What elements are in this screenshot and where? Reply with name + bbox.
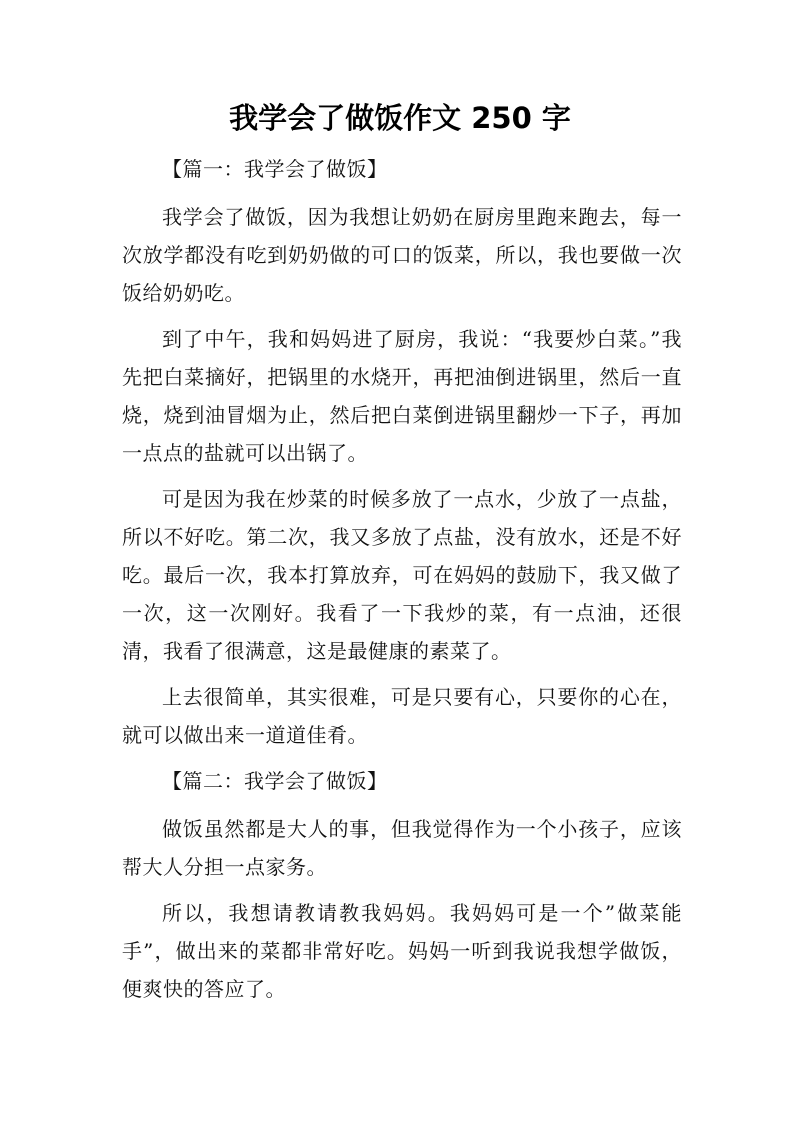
section-2-heading: 【篇二：我学会了做饭】	[162, 769, 388, 793]
document-body	[122, 150, 682, 1016]
section-1-paragraph-1: 我学会了做饭，因为我想让奶奶在厨房里跑来跑去，每一次放学都没有吃到奶奶做的可口的饭菜，所以，我也要做一次饭给奶奶吃。	[122, 205, 682, 305]
document-title: 我学会了做饭作文 250 字	[229, 101, 571, 135]
section-2-paragraph-2: 所以，我想请教请教我妈妈。我妈妈可是一个”做菜能手”，做出来的菜都非常好吃。妈妈一听到我说我想学做饭，便爽快的答应了。	[122, 901, 682, 1001]
section-1-paragraph-3: 可是因为我在炒菜的时候多放了一点水，少放了一点盐，所以不好吃。第二次，我又多放了点盐，没有放水，还是不好吃。最后一次，我本打算放弃，可在妈妈的鼓励下，我又做了一次，这一次刚好。我看了一下我炒的菜，有一点油，还很清，我看了很满意，这是最健康的素菜了。	[122, 487, 682, 663]
section-1-paragraph-4: 上去很简单，其实很难，可是只要有心，只要你的心在，就可以做出来一道道佳肴。	[122, 685, 682, 747]
section-1-paragraph-2: 到了中午，我和妈妈进了厨房，我说：“我要炒白菜。”我先把白菜摘好，把锅里的水烧开，再把油倒进锅里，然后一直烧，烧到油冒烟为止，然后把白菜倒进锅里翻炒一下子，再加一点点的盐就可以出锅了。	[122, 327, 682, 465]
section-2-paragraph-1: 做饭虽然都是大人的事，但我觉得作为一个小孩子，应该帮大人分担一点家务。	[122, 817, 682, 879]
section-1-heading: 【篇一：我学会了做饭】	[162, 157, 388, 181]
